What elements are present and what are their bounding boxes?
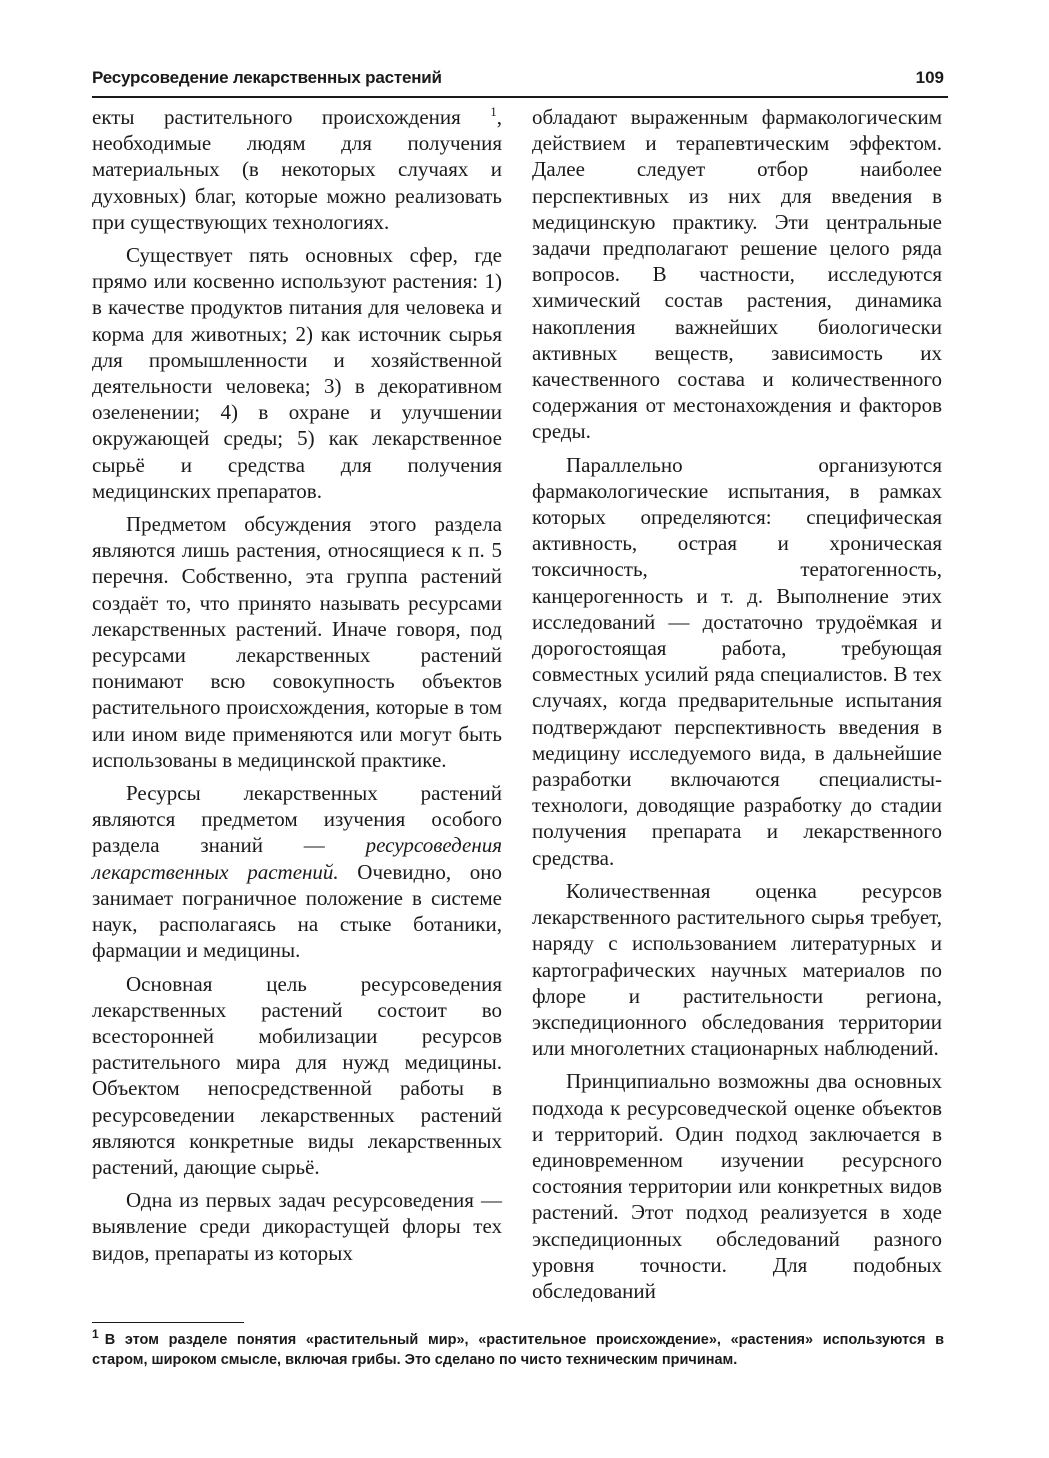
paragraph [92, 780, 502, 963]
paragraph-text: екты растительного происхождения [92, 105, 461, 129]
chapter-title: Ресурсоведение лекарственных растений [92, 68, 442, 87]
footnote-divider [92, 1322, 244, 1323]
paragraph: Принципиально возможны два основных подхода к ресурсоведческой оценке объектов и территорий. Один подход заключается в единовременном изучении ресурсного состояния территории или конкретных видов растений. Этот подход реализуется в ходе экспедиционных обследований разного уровня точности. Для подобных обследований [532, 1069, 942, 1303]
footnote [92, 1327, 944, 1370]
paragraph: Количественная оценка ресурсов лекарственного растительного сырья требует, наряду с использованием литературных и картографических научных материалов по флоре и растительности региона, экспедиционного обследования территории или многолетних стационарных наблюдений. [532, 878, 942, 1061]
paragraph: Основная цель ресурсоведения лекарственных растений состоит во всесторонней мобилизации ресурсов растительного мира для нужд медицины. Объектом непосредственной работы в ресурсоведении лекарственных растений являются конкретные виды лекарственных растений, дающие сырьё. [92, 971, 502, 1179]
paragraph [92, 104, 502, 235]
running-header [92, 64, 948, 98]
paragraph: Параллельно организуются фармакологические испытания, в рамках которых определяются: специфическая активность, острая и хроническая токсичность, тератогенность, канцерогенность и т. д. Выполнение этих исследований — достаточно трудоёмкая и дорогостоящая работа, требующая совместных усилий ряда специалистов. В тех случаях, когда предварительные испытания подтверждают перспективность введения в медицину исследуемого вида, в дальнейшие разработки включаются специалисты-технологи, доводящие разработку до стадии получения препарата и лекарственного средства. [532, 452, 942, 870]
right-column [532, 104, 942, 1311]
paragraph-text: Ресурсы лекарственных растений являются предметом изучения особого раздела знаний — [92, 781, 502, 858]
page-number: 109 [915, 68, 944, 87]
paragraph: Предметом обсуждения этого раздела являются лишь растения, относящиеся к п. 5 перечня. Собственно, эта группа растений создаёт то, что принято называть ресурсами лекарственных растений. Иначе говоря, под ресурсами лекарственных растений понимают всю совокупность объектов растительного происхождения, которые в том или ином виде применяются или могут быть использованы в медицинской практике. [92, 512, 502, 772]
paragraph: обладают выраженным фармакологическим действием и терапевтическим эффектом. Далее следует отбор наиболее перспективных из них для введения в медицинскую практику. Эти центральные задачи предполагают решение целого ряда вопросов. В частности, исследуются химический состав растения, динамика накопления важнейших биологически активных веществ, зависимость их качественного состава и количественного содержания от местонахождения и факторов среды. [532, 105, 942, 444]
left-column [92, 104, 502, 1273]
footnote-reference[interactable]: 1 [490, 104, 497, 119]
italic-term: ресурсоведения лекарственных растений. [92, 833, 502, 884]
footnote-text: В этом разделе понятия «растительный мир», «растительное происхождение», «растения» используются в старом, широком смысле, включая грибы. Это сделано по чисто техническим причинам. [92, 1332, 944, 1368]
paragraph: Существует пять основных сфер, где прямо или косвенно используют растения: 1) в качестве продуктов питания для человека и корма для животных; 2) как источник сырья для промышленности и хозяйственной деятельности человека; 3) в декоративном озеленении; 4) в охране и улучшении окружающей среды; 5) как лекарственное сырьё и средства для получения медицинских препаратов. [92, 243, 502, 503]
footnote-mark: 1 [92, 1327, 99, 1342]
paragraph-text: Очевидно, оно занимает пограничное положение в системе наук, располагаясь на стыке ботаники, фармации и медицины. [92, 859, 502, 963]
paragraph-text: , необходимые людям для получения материальных (в некоторых случаях и духовных) благ, которые можно реализовать при существующих технологиях. [92, 105, 503, 234]
paragraph: Одна из первых задач ресурсоведения — выявление среди дикорастущей флоры тех видов, препараты из которых [92, 1188, 502, 1265]
